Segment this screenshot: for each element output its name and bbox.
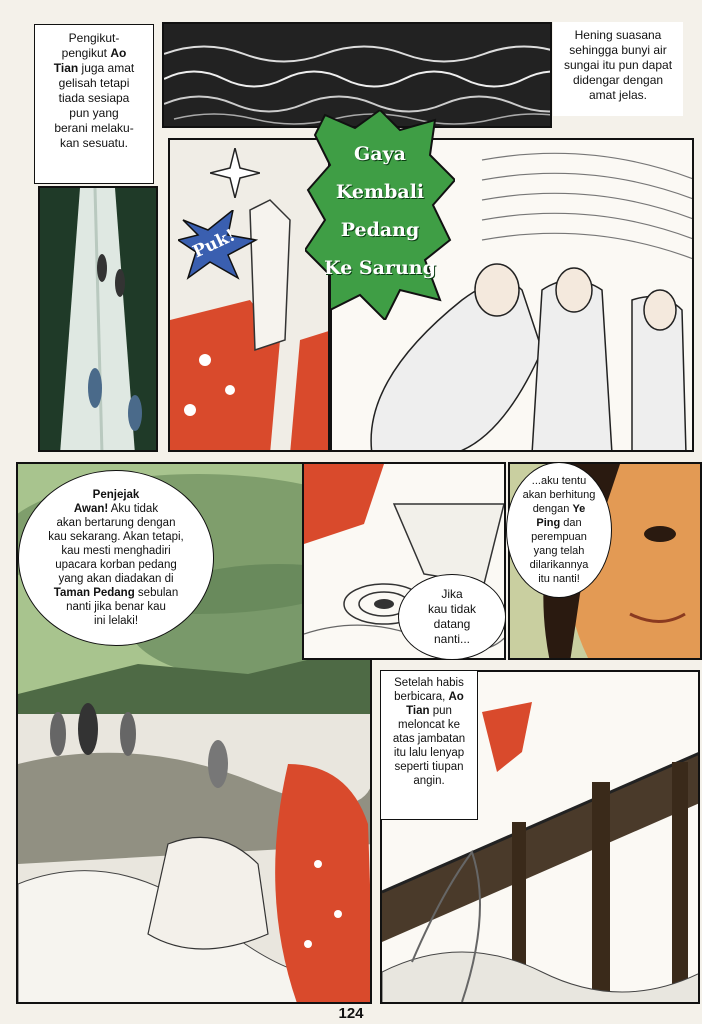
speech-jika: Jika kau tidak datang nanti... bbox=[398, 574, 506, 660]
caption-silence-river: Hening suasana sehingga bunyi air sungai itu pun dapat didengar dengan amat jelas. bbox=[553, 22, 683, 116]
technique-line-4: Ke Sarung bbox=[324, 257, 436, 279]
sfx-puk bbox=[178, 210, 258, 280]
caption-ao-tian-leaps: Setelah habis berbicara, Ao Tian pun meloncat ke atas jambatan itu lalu lenyap seperti tiupan angin. bbox=[380, 670, 478, 820]
sfx-puk-text: Puk! bbox=[189, 225, 239, 263]
technique-line-2: Kembali bbox=[335, 181, 425, 203]
waterfall-art bbox=[40, 188, 158, 452]
caption-followers-anxious: Pengikut- pengikut Ao Tian juga amat gelisah tetapi tiada sesiapa pun yang berani melaku- kan sesuatu. bbox=[34, 24, 154, 184]
technique-line-1: Gaya bbox=[354, 143, 406, 165]
speech-threat: ...aku tentu akan berhitung dengan Ye Ping dan perempuan yang telah dilarikannya itu nanti! bbox=[506, 462, 612, 598]
technique-title-burst bbox=[305, 110, 455, 320]
page-number: 124 bbox=[338, 1005, 364, 1022]
speech-ao-tian-challenge: Penjejak Awan! Aku tidak akan bertarung dengan kau sekarang. Akan tetapi, kau mesti menghadiri upacara korban pedang yang akan diadakan di Taman Pedang sebulan nanti jika benar kau ini lelaki! bbox=[18, 470, 214, 646]
technique-line-3: Pedang bbox=[340, 219, 420, 241]
spark-star-icon bbox=[210, 148, 260, 198]
panel-waterfall-followers bbox=[38, 186, 158, 452]
